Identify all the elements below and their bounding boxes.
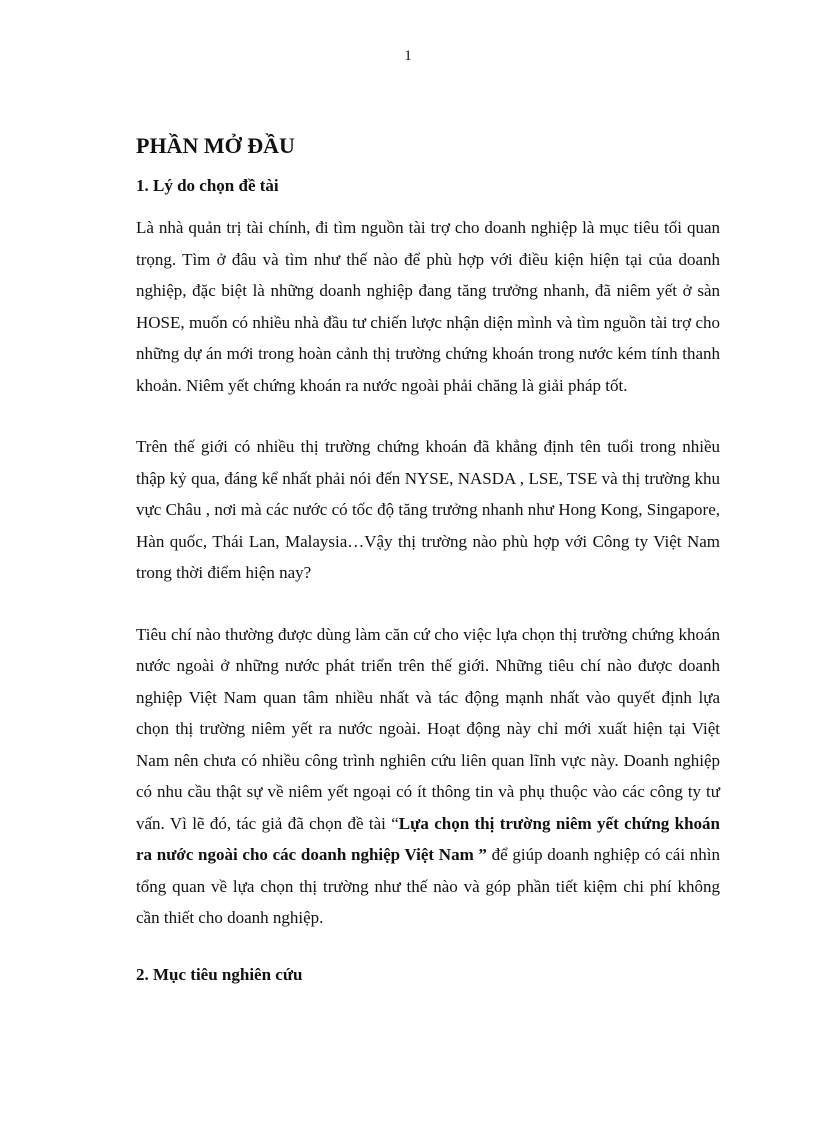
document-body bbox=[136, 132, 720, 986]
thesis-title-emphasis: Lựa chọn thị trường niêm yết chứng khoán ra nước ngoài cho các doanh nghiệp Việt Nam ” bbox=[136, 813, 720, 864]
paragraph-3-text-start: Tiêu chí nào thường được dùng làm căn cứ cho việc lựa chọn thị trường chứng khoán nước ngoài ở những nước phát triển trên thế giới. Những tiêu chí nào được doanh nghiệp Việt Nam quan tâm nhiều nhất và tác động mạnh nhất vào quyết định lựa chọn thị trường niêm yết ra nước ngoài. Hoạt động này chỉ mới xuất hiện tại Việt Nam nên chưa có nhiều công trình nghiên cứu liên quan lĩnh vực này. Doanh nghiệp có nhu cầu thật sự về niêm yết ngoại có ít thông tin và phụ thuộc vào các công ty tư vấn. Vì lẽ đó, tác giả đã chọn đề tài “ bbox=[136, 624, 720, 833]
paragraph-1: Là nhà quản trị tài chính, đi tìm nguồn tài trợ cho doanh nghiệp là mục tiêu tối quan trọng. Tìm ở đâu và tìm như thế nào để phù hợp với điều kiện hiện tại của doanh nghiệp, đặc biệt là những doanh nghiệp đang tăng trưởng nhanh, đã niêm yết ở sàn HOSE, muốn có nhiều nhà đầu tư chiến lược nhận diện mình và tìm nguồn tài trợ cho những dự án mới trong hoàn cảnh thị trường chứng khoán trong nước kém tính thanh khoản. Niêm yết chứng khoán ra nước ngoài phải chăng là giải pháp tốt. bbox=[136, 218, 720, 395]
section-heading-objectives: 2. Mục tiêu nghiên cứu bbox=[136, 964, 303, 984]
paragraph-2: Trên thế giới có nhiều thị trường chứng khoán đã khẳng định tên tuổi trong nhiều thập kỷ qua, đáng kể nhất phải nói đến NYSE, NASDA , LSE, TSE và thị trường khu vực Châu , nơi mà các nước có tốc độ tăng trưởng nhanh như Hong Kong, Singapore, Hàn quốc, Thái Lan, Malaysia…Vậy thị trường nào phù hợp với Công ty Việt Nam trong thời điểm hiện nay? bbox=[136, 437, 720, 582]
paragraph-3-text-end: để giúp doanh nghiệp có cái nhìn tổng quan về lựa chọn thị trường như thế nào và góp phần tiết kiệm chi phí không cần thiết cho doanh nghiệp. bbox=[136, 845, 720, 927]
section-heading-reasons: 1. Lý do chọn đề tài bbox=[136, 176, 279, 195]
page-number: 1 bbox=[404, 48, 412, 64]
page-title: PHẦN MỞ ĐẦU bbox=[136, 133, 295, 158]
paragraph-3 bbox=[136, 619, 720, 934]
